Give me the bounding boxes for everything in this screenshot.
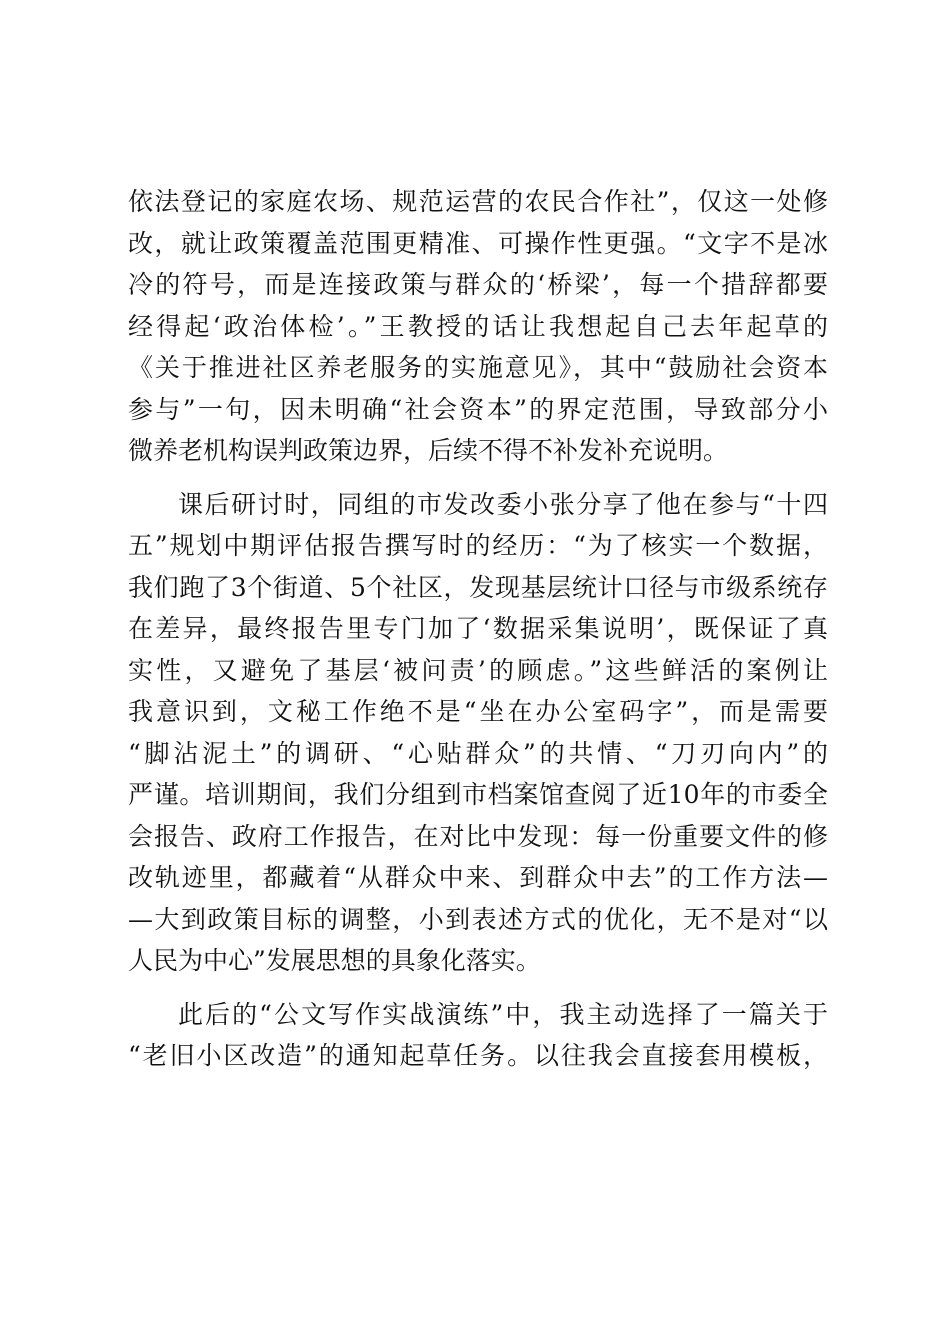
text-line: 五”规划中期评估报告撰写时的经历：“为了核实一个数据， <box>128 531 828 560</box>
text-line: 经得起‘政治体检’。”王教授的话让我想起自己去年起草的 <box>128 311 828 341</box>
text-line: 实性，又避免了基层‘被问责’的顾虑。”这些鲜活的案例让 <box>128 655 828 685</box>
text-line: 依法登记的家庭农场、规范运营的农民合作社”，仅这一处修 <box>128 187 828 216</box>
text-line: 会报告、政府工作报告，在对比中发现：每一份重要文件的修 <box>128 821 828 851</box>
text-line: 人民为中心”发展思想的具象化落实。 <box>128 946 541 975</box>
text-line: 《关于推进社区养老服务的实施意见》，其中“鼓励社会资本 <box>128 353 828 382</box>
text-line: 改轨迹里，都藏着“从群众中来、到群众中去”的工作方法— <box>128 863 828 892</box>
text-line: 在差异，最终报告里专门加了‘数据采集说明’，既保证了真 <box>128 614 828 643</box>
text-line: 我们跑了3个街道、5个社区，发现基层统计口径与市级系统存 <box>128 572 828 602</box>
document-body <box>128 181 828 1089</box>
text-line: 我意识到，文秘工作绝不是“坐在办公室码字”，而是需要 <box>128 697 828 726</box>
text-line: “脚沾泥土”的调研、“心贴群众”的共情、“刀刃向内”的 <box>128 738 828 768</box>
text-line: 此后的“公文写作实战演练”中，我主动选择了一篇关于 <box>178 999 828 1029</box>
text-line: 冷的符号，而是连接政策与群众的‘桥梁’，每一个措辞都要 <box>128 270 828 299</box>
text-line: 微养老机构误判政策边界，后续不得不补发补充说明。 <box>128 436 729 465</box>
text-line: 参与”一句，因未明确“社会资本”的界定范围，导致部分小 <box>128 394 828 424</box>
paragraph-3 <box>128 994 828 1077</box>
text-line: 课后研讨时，同组的市发改委小张分享了他在参与“十四 <box>178 489 828 519</box>
paragraph-2 <box>128 484 828 982</box>
text-line: 改，就让政策覆盖范围更精准、可操作性更强。“文字不是冰 <box>128 228 828 258</box>
paragraph-1 <box>128 181 828 472</box>
text-line: “老旧小区改造”的通知起草任务。以往我会直接套用模板， <box>128 1041 828 1070</box>
text-line: —大到政策目标的调整，小到表述方式的优化，无不是对“以 <box>128 904 828 934</box>
text-line: 严谨。培训期间，我们分组到市档案馆查阅了近10年的市委全 <box>128 780 828 809</box>
